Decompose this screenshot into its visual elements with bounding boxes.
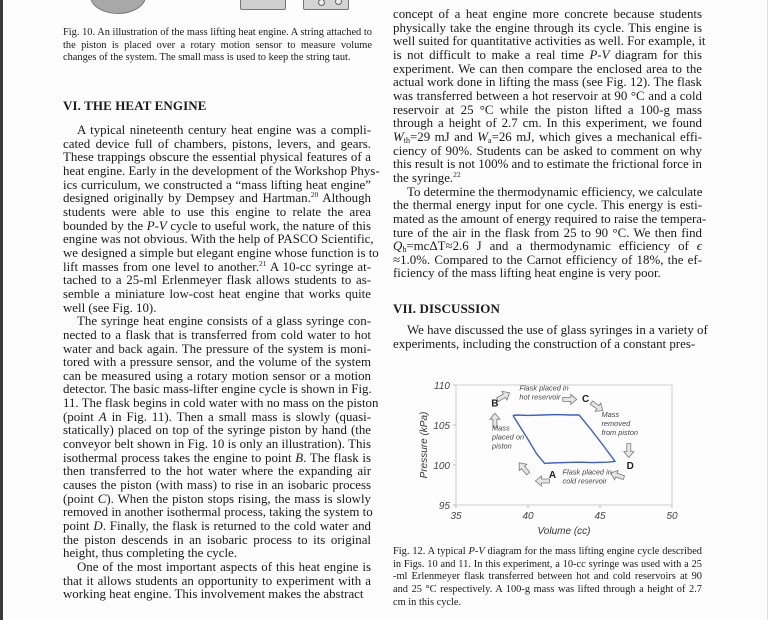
text-segment: P-V [146,218,167,233]
text-segment: water and back again. The pressure of the system is moni- [63,341,371,356]
annotation-line: Mass [492,423,510,433]
text-segment: =26 mJ, which gives a mechanical effi- [491,129,702,144]
x-axis-label: Volume (cc) [537,526,591,537]
text-line [393,240,702,254]
text-segment: A [98,409,107,424]
text-segment: h [402,245,407,255]
text-segment: can be measured using a rotary motion sensor or a motion [63,368,371,383]
annotation-line: Flask placed in [562,467,612,477]
y-tick-label: 95 [438,501,450,512]
text-line [63,493,371,507]
text-segment: height, thus completing the cycle. [63,546,237,561]
text-line [393,227,702,241]
text-segment: ≈1.0%. Compared to the Carnot efficiency of 18%, the ef- [393,252,702,267]
text-line [63,343,371,357]
text-line [393,158,702,172]
text-line [63,465,371,479]
text-segment: physically take the engine through its cycle. This engine is [393,20,702,35]
section-heading-heat-engine: VI. THE HEAT ENGINE [63,98,207,113]
text-segment: causes the piston (with mass) to rise in an isobaric process [63,478,371,493]
x-tick-label: 40 [522,511,534,522]
x-tick-label: 50 [666,511,678,522]
text-segment: is not difficult to make a real time [393,47,590,62]
text-line [63,232,374,247]
text-segment: D [93,519,103,534]
text-segment: ciency of 90%. Students can be asked to comment on why [393,143,702,158]
text-segment: Q [393,239,403,254]
text-segment: mated as the amount of energy required to raise the tempera- [393,211,707,226]
text-line [393,22,702,36]
text-segment: concept of a heat engine more concrete because students [393,7,702,21]
text-segment: P-V [589,47,610,62]
text-segment: a [488,135,492,145]
text-segment: (point [63,491,98,506]
text-line [63,356,371,370]
text-line [63,411,371,425]
arrow-shape [563,394,577,404]
section-discussion-body [393,323,708,351]
process-arrow-icon [563,394,577,404]
text-line [63,192,371,206]
text-segment: ics curriculum, we constructed a “mass lifting heat engine” [63,177,371,192]
text-line [393,267,702,281]
text-line [63,370,371,384]
text-segment: nected to a flask that is transferred from cold water to hot [63,327,371,342]
text-segment: engine was not obvious. With the help of PASCO Scientific, [63,232,374,247]
text-line [393,76,702,90]
text-segment: working heat engine. This involvement makes the abstract [63,587,364,602]
pv-cycle-line [513,415,615,464]
annotation-line: hot reservoir [519,392,561,402]
pv-diagram-svg [400,370,700,540]
port-icon [318,0,325,6]
interface-box-shape [303,0,349,10]
text-segment: heat engine. Early in the development of the Workshop Phys- [63,163,380,178]
text-line [63,206,371,220]
text-line [393,49,702,63]
text-segment: =29 mJ and [409,129,478,144]
arrow-shape [624,444,634,458]
text-line [63,383,371,397]
text-line [63,534,371,548]
text-segment: ture of the air in the flask from 25 to 90 °C. We then find [393,225,702,240]
text-line [63,220,371,234]
text-segment: semble a miniature low-cost heat engine that works quite [63,286,371,301]
arrow-shape [535,476,549,486]
text-segment: 11. The flask begins in cold water with no mass on the piston [63,396,379,411]
process-annotation [563,468,612,486]
text-segment: in Fig. 11). Then a small mass is slowly (quasi- [106,409,371,424]
text-segment: the syringe. [393,170,454,185]
text-segment: removed in another isothermal process, taking the system to [63,505,373,520]
fig10-illustration-fragment [0,0,384,16]
text-segment: lift masses from one level to another. [63,259,260,274]
text-line [63,138,371,152]
text-line [393,254,702,268]
text-segment: To determine the thermodynamic efficiency, we calculate [407,184,703,199]
text-line [63,302,371,316]
annotation-line: Mass [601,410,620,419]
text-segment: cated device full of chambers, pistons, levers, and gears. [63,136,371,151]
text-line [63,452,371,466]
text-segment: tached to a 25-ml Erlenmeyer flask allows students to as- [63,273,371,288]
annotation-line: Flask placed in [519,383,569,393]
cycle-point-label: D [626,461,634,472]
flask-base-shape [90,0,146,14]
text-segment: point [63,519,94,534]
fig10-caption-text: An illustration of the mass lifting heat engine. A string attached to the piston is placed over a rotary motion sensor to measure volume changes of the system. The small mass is used to keep the string taut. [63,27,372,64]
annotation-line: removed [601,419,631,428]
text-line [393,8,702,22]
cycle-point-label: C [581,393,590,405]
text-segment: the thermal energy input for one cycle. This energy is esti- [393,198,702,213]
y-axis-label: Pressure (kPa) [419,411,430,479]
cycle-point-label: B [491,398,499,410]
y-tick-label: 110 [434,381,450,392]
text-segment: One of the most important aspects of this heat engine is [77,560,371,574]
text-line [393,323,708,338]
text-segment: the piston descends in an isobaric process to its original [63,532,371,547]
port-icon [335,0,342,5]
process-arrow-icon [624,444,634,458]
text-segment: Although [318,191,371,206]
process-annotation [491,424,524,451]
text-segment: reservoir at 25 °C while the piston lifted a 100-g mass [393,102,702,117]
text-line [63,424,371,438]
text-segment: designed originally by Dempsey and Hartman. [63,191,311,206]
page-left-border [0,0,3,620]
fig12-caption-italic: P-V [468,546,485,557]
text-segment: (point [63,409,99,424]
text-segment: detector. The basic mass-lifter engine cycle is shown in Fig. [63,382,372,397]
fig12-pv-chart [400,370,700,540]
text-segment: C [97,491,107,506]
text-segment: B [295,450,304,465]
text-line [393,90,702,104]
text-line [63,438,371,452]
text-segment: students were able to use this engine to relate the area [63,204,371,219]
text-line [63,479,371,493]
text-segment: experiment. We can then compare the enclosed area to the [393,61,702,76]
text-segment: that it allows students an opportunity to experiment with a [63,573,371,588]
sensor-box-shape [240,0,286,10]
text-line [63,288,371,302]
text-segment: bounded by the [63,218,147,233]
x-tick-label: 45 [594,511,606,522]
text-segment: diagram for this [609,47,702,62]
right-column-body [393,7,707,281]
text-line [393,169,702,186]
annotation-line: piston [492,441,512,451]
text-line [63,520,371,534]
text-segment: A 10-cc syringe at- [266,259,371,274]
text-segment: 20 [310,190,319,200]
text-segment: well (see Fig. 10). [63,300,157,315]
text-line [393,186,702,200]
text-line [63,245,379,261]
annotation-line: placed on [492,432,525,442]
text-line [63,151,371,165]
text-segment: we designed a simple but elegant engine whose function is to [63,245,379,260]
text-line [63,396,379,411]
text-segment: cycle to useful work, the nature of this [166,218,371,233]
text-line [63,561,371,575]
text-line [63,124,371,138]
arrow-shape [515,460,532,477]
text-segment: W [477,129,489,144]
text-segment: ≈2.6 J and a thermodynamic efficiency of [445,239,697,254]
text-segment: statically) placed on top of the syringe piston by hand (the [63,423,371,438]
text-segment: well suited for quantitative activities as well. For example, it [393,34,706,49]
process-arrow-icon [515,460,532,477]
fig12-caption-text-2: diagram for the mass lifting engine cycle described in Figs. 10 and 11. In this experiment, a 10-cc syringe was used with a 25 -ml Erlenmeyer flask transferred between hot and cold reservoirs at 90 and 25 °C respectively. A 100-g mass was lifted through a height of 2.7 cm in this cycle. [393,546,703,608]
text-segment: 22 [453,169,461,179]
text-segment: conveyor belt shown in Fig. 10 is only an illustration). This [63,437,371,452]
text-line [393,104,702,118]
text-segment: th [403,135,410,145]
text-segment: isothermal process takes the engine to point [63,450,296,465]
text-line [393,34,706,49]
plot-frame [456,385,672,505]
text-line [63,258,371,275]
y-tick-label: 105 [433,421,450,432]
text-line [393,199,702,213]
text-segment: . Finally, the flask is returned to the cold water and [102,519,371,534]
annotation-line: cold reservoir [562,476,607,486]
text-line [393,117,702,131]
text-line [63,315,371,329]
annotation-line: from piston [601,428,639,437]
fig10-caption [63,27,372,65]
text-line [63,588,371,602]
process-annotation [519,384,568,402]
text-segment: 21 [259,258,267,268]
text-line [63,506,371,520]
text-line [393,63,702,77]
fig12-caption-text-1: A typical [427,546,469,557]
text-line [393,145,702,159]
text-line [63,575,371,589]
process-arrow-icon [535,476,549,486]
text-line [63,274,371,288]
text-segment: actual work done in lifting the mass (see Fig. 12). The flask [393,75,702,90]
text-segment: The syringe heat engine consists of a glass syringe con- [77,314,371,329]
text-segment: We have discussed the use of glass syringes in a variety of [407,323,708,337]
process-annotation [601,410,638,437]
text-segment: then transferred to the hot water where the expanding air [63,464,371,479]
text-line [63,329,371,343]
fig12-caption-label: Fig. 12. [393,546,426,557]
text-segment: experiments, including the construction of a constant pres- [393,336,696,351]
text-segment: ). When the piston stops rising, the mass is slowly [106,491,371,506]
text-segment: through a height of 2.7 cm. In this experiment, we found [393,116,702,131]
text-segment: =mcΔT [406,239,446,254]
text-line [63,163,380,179]
text-line [393,338,702,352]
fig10-caption-label: Fig. 10. [63,27,96,38]
cycle-point-label: A [548,469,557,481]
text-line [393,211,707,227]
text-segment: this result is not 100% and to estimate the frictional force in [393,157,702,172]
text-segment: was transferred between a hot reservoir at 90 °C and a cold [393,88,702,103]
section-heat-engine-body [63,123,380,602]
text-segment: W [393,129,404,144]
text-segment: ficiency of the mass lifting heat engine is very poor. [393,266,661,281]
text-segment: tored with a pressure sensor, and the volume of the system [63,355,371,370]
text-line [63,547,371,561]
y-tick-label: 100 [433,461,450,472]
section-heading-discussion: VII. DISCUSSION [393,301,500,316]
fig12-caption [393,546,702,610]
text-segment: A typical nineteenth century heat engine was a compli- [77,123,371,137]
text-line [393,131,702,145]
text-segment: These trappings obscure the essential physical features of a [63,150,371,165]
text-segment: . The flask is [303,450,371,465]
x-tick-label: 35 [450,511,462,522]
text-segment: ϵ [696,239,702,254]
